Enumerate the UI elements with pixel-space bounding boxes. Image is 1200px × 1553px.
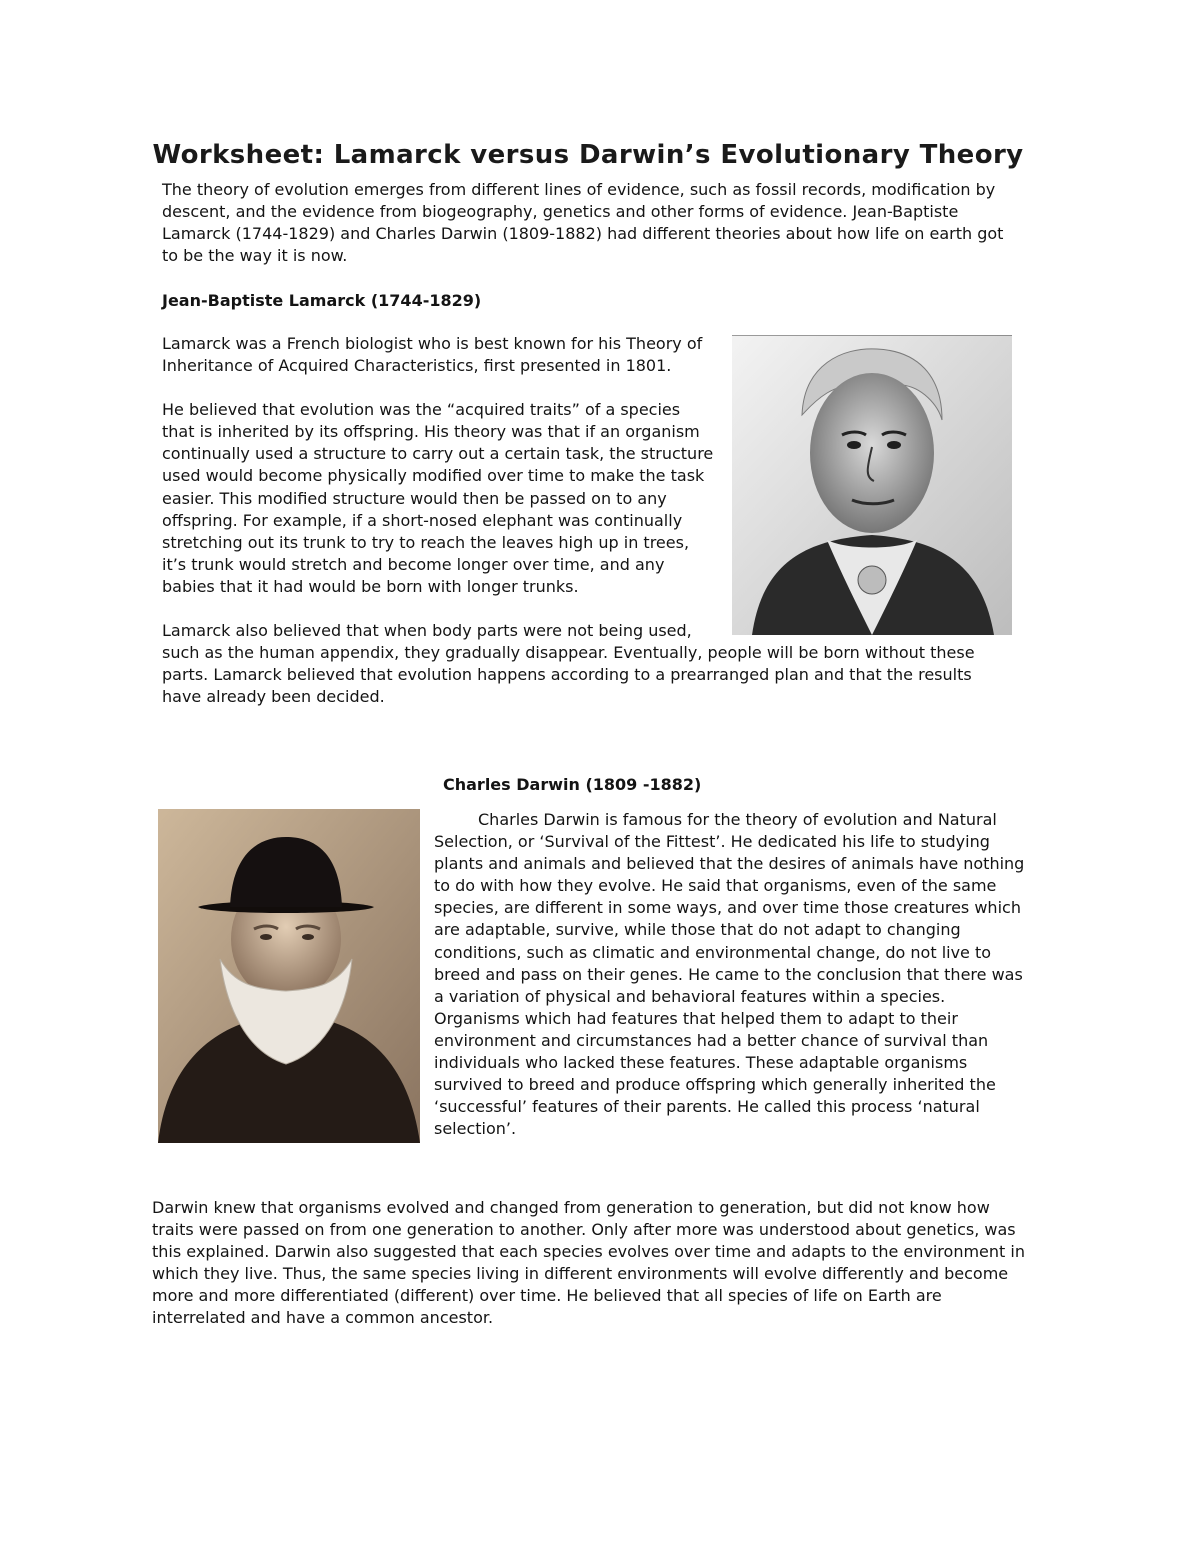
darwin-heading: Charles Darwin (1809 -1882) bbox=[443, 775, 702, 794]
darwin-paragraph-1-text: Charles Darwin is famous for the theory of evolution and Natural Selection, or ‘Survival of the Fittest’. He dedicated his life to studying plants and animals and believed that the desires of animals have nothing to do with how they evolve. He said that organisms, even of the same species, are different in some ways, and over time those creatures which are adaptable, survive, while those that do not adapt to changing conditions, such as climatic and environmental change, do not live to breed and pass on their genes. He came to the conclusion that there was a variation of physical and behavioral features within a species. Organisms which had features that helped them to adapt to their environment and circumstances had a better chance of survival than individuals who lacked these features. These adaptable organisms survived to breed and produce offspring which generally inherited the ‘successful’ features of their parents. He called this process bbox=[434, 810, 1025, 1117]
lamarck-paragraph-2: He believed that evolution was the “acquired traits” of a species that is inherited by its offspring. His theory was that if an organism continually used a structure to carry out a certain task, the structure used would become physically modified over time to make the task easier. This modified structure would then be passed on to any offspring. For example, if a short-nosed elephant was continually stretching out its trunk to try to reach the leaves high up in trees, it’s trunk would stretch and become longer over time, and any babies that it had would be born with longer trunks. bbox=[162, 400, 714, 596]
darwin-section bbox=[158, 809, 1028, 1149]
lamarck-section bbox=[162, 333, 1012, 708]
intro-paragraph: The theory of evolution emerges from different lines of evidence, such as fossil records, modification by descent, and the evidence from biogeography, genetics and other forms of evidence. Jean-Baptiste Lamarck (1744-1829) and Charles Darwin (1809-1882) had different theories about how life on earth got to be the way it is now. bbox=[162, 180, 1004, 266]
lamarck-portrait bbox=[732, 335, 1012, 635]
darwin-portrait bbox=[158, 809, 420, 1143]
lamarck-portrait-icon bbox=[732, 335, 1012, 635]
darwin-paragraph-2: Darwin knew that organisms evolved and changed from generation to generation, but did not know how traits were passed on from one generation to another. Only after more was understood about genetics, was this explained. Darwin also suggested that each species evolves over time and adapts to the environment in which they live. Thus, the same species living in different environments will evolve differently and become more and more differentiated (different) over time. He believed that all species of life on Earth are interrelated and have a common ancestor. bbox=[152, 1198, 1025, 1328]
darwin-paragraph-1-tail: ‘natural selection’. bbox=[434, 1097, 980, 1139]
lamarck-paragraph-3: Lamarck also believed that when body parts were not being used, such as the human appendix, they gradually disappear. Eventually, people will be born without these parts. Lamarck believed that evolution happens according to a prearranged plan and that the results have already been decided. bbox=[162, 621, 975, 707]
darwin-portrait-icon bbox=[158, 809, 420, 1143]
lamarck-paragraph-1: Lamarck was a French biologist who is best known for his Theory of Inheritance of Acquired Characteristics, first presented in 1801. bbox=[162, 334, 703, 376]
page-title: Worksheet: Lamarck versus Darwin’s Evolutionary Theory bbox=[152, 140, 1024, 170]
lamarck-heading: Jean-Baptiste Lamarck (1744-1829) bbox=[162, 291, 482, 310]
